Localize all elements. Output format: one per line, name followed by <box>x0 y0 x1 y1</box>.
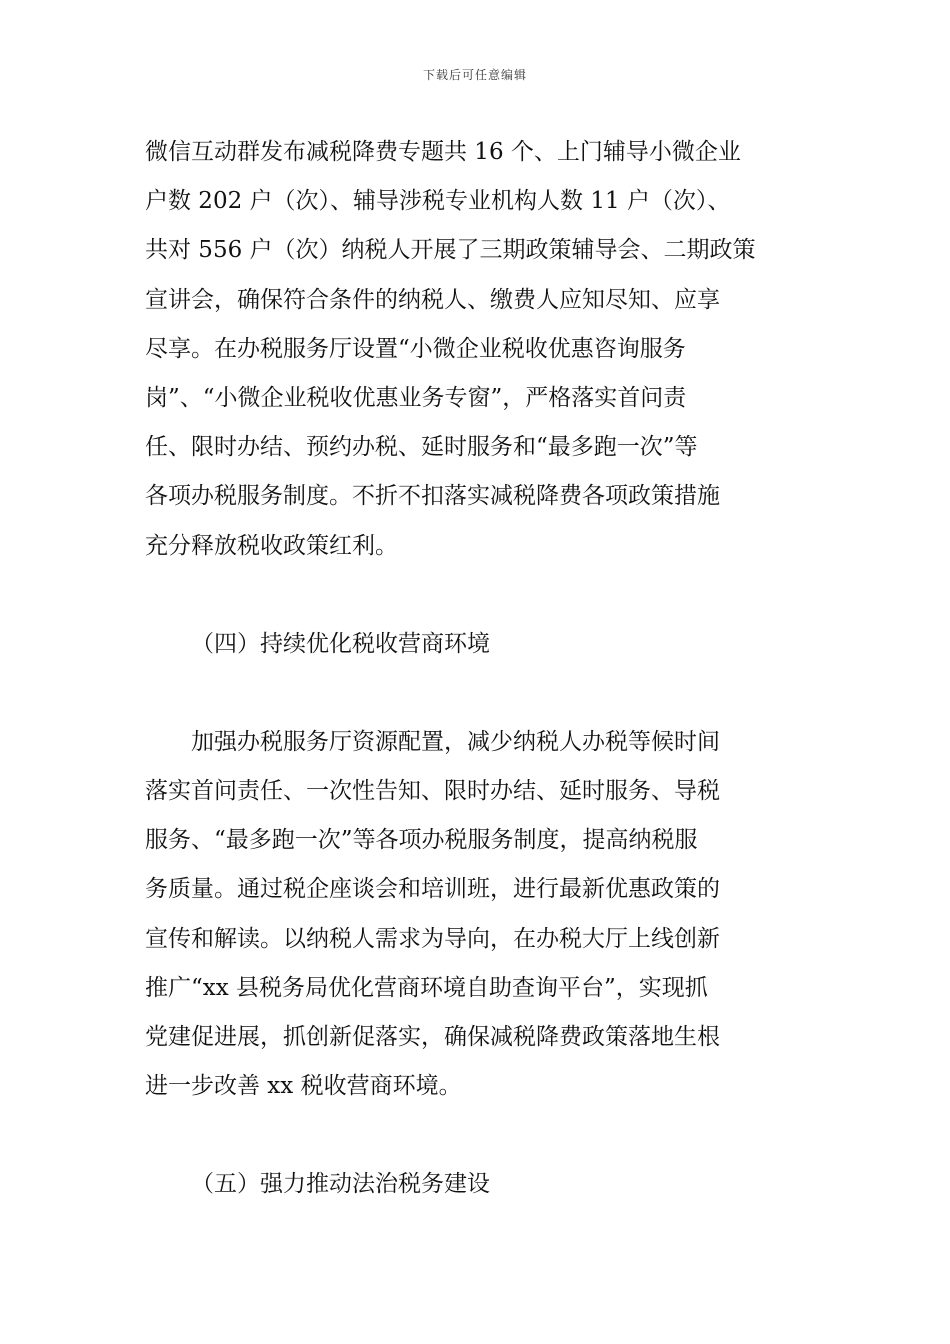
text-line: 户数 202 户（次）、辅导涉税专业机构人数 11 户（次）、 <box>145 188 731 215</box>
text-line: 共对 556 户（次）纳税人开展了三期政策辅导会、二期政策 <box>145 237 756 264</box>
text-line: 服务、“最多跑一次”等各项办税服务制度，提高纳税服 <box>145 827 698 854</box>
text-line: 充分释放税收政策红利。 <box>145 532 398 559</box>
document-body <box>145 128 810 1210</box>
text-line: 微信互动群发布减税降费专题共 16 个、上门辅导小微企业 <box>145 139 741 165</box>
text-line: 各项办税服务制度。不折不扣落实减税降费各项政策措施 <box>145 483 720 510</box>
blank-line <box>145 571 810 620</box>
text-line: 落实首问责任、一次性告知、限时办结、延时服务、导税 <box>145 778 720 805</box>
blank-line <box>145 669 810 718</box>
text-line: 宣传和解读。以纳税人需求为导向，在办税大厅上线创新 <box>145 925 720 952</box>
text-line: 尽享。在办税服务厅设置“小微企业税收优惠咨询服务 <box>145 335 686 362</box>
text-line: 进一步改善 xx 税收营商环境。 <box>145 1073 462 1100</box>
text-line: 任、限时办结、预约办税、延时服务和“最多跑一次”等 <box>145 434 698 461</box>
page-header: 下载后可任意编辑 <box>422 68 527 82</box>
text-line: 岗”、“小微企业税收优惠业务专窗”，严格落实首问责 <box>145 384 687 411</box>
text-line: 宣讲会，确保符合条件的纳税人、缴费人应知尽知、应享 <box>145 286 720 313</box>
paragraph-2 <box>145 718 810 1112</box>
paragraph-1 <box>145 128 810 571</box>
section-heading-4: （四）持续优化税收营商环境 <box>191 630 490 657</box>
text-line: 务质量。通过税企座谈会和培训班，进行最新优惠政策的 <box>145 876 720 903</box>
text-line: 推广“xx 县税务局优化营商环境自助查询平台”，实现抓 <box>145 974 708 1001</box>
text-line: 党建促进展，抓创新促落实，确保减税降费政策落地生根 <box>145 1024 720 1050</box>
blank-line <box>145 1111 810 1160</box>
text-line: 加强办税服务厅资源配置，减少纳税人办税等候时间 <box>191 728 720 755</box>
section-heading-5: （五）强力推动法治税务建设 <box>191 1171 490 1198</box>
